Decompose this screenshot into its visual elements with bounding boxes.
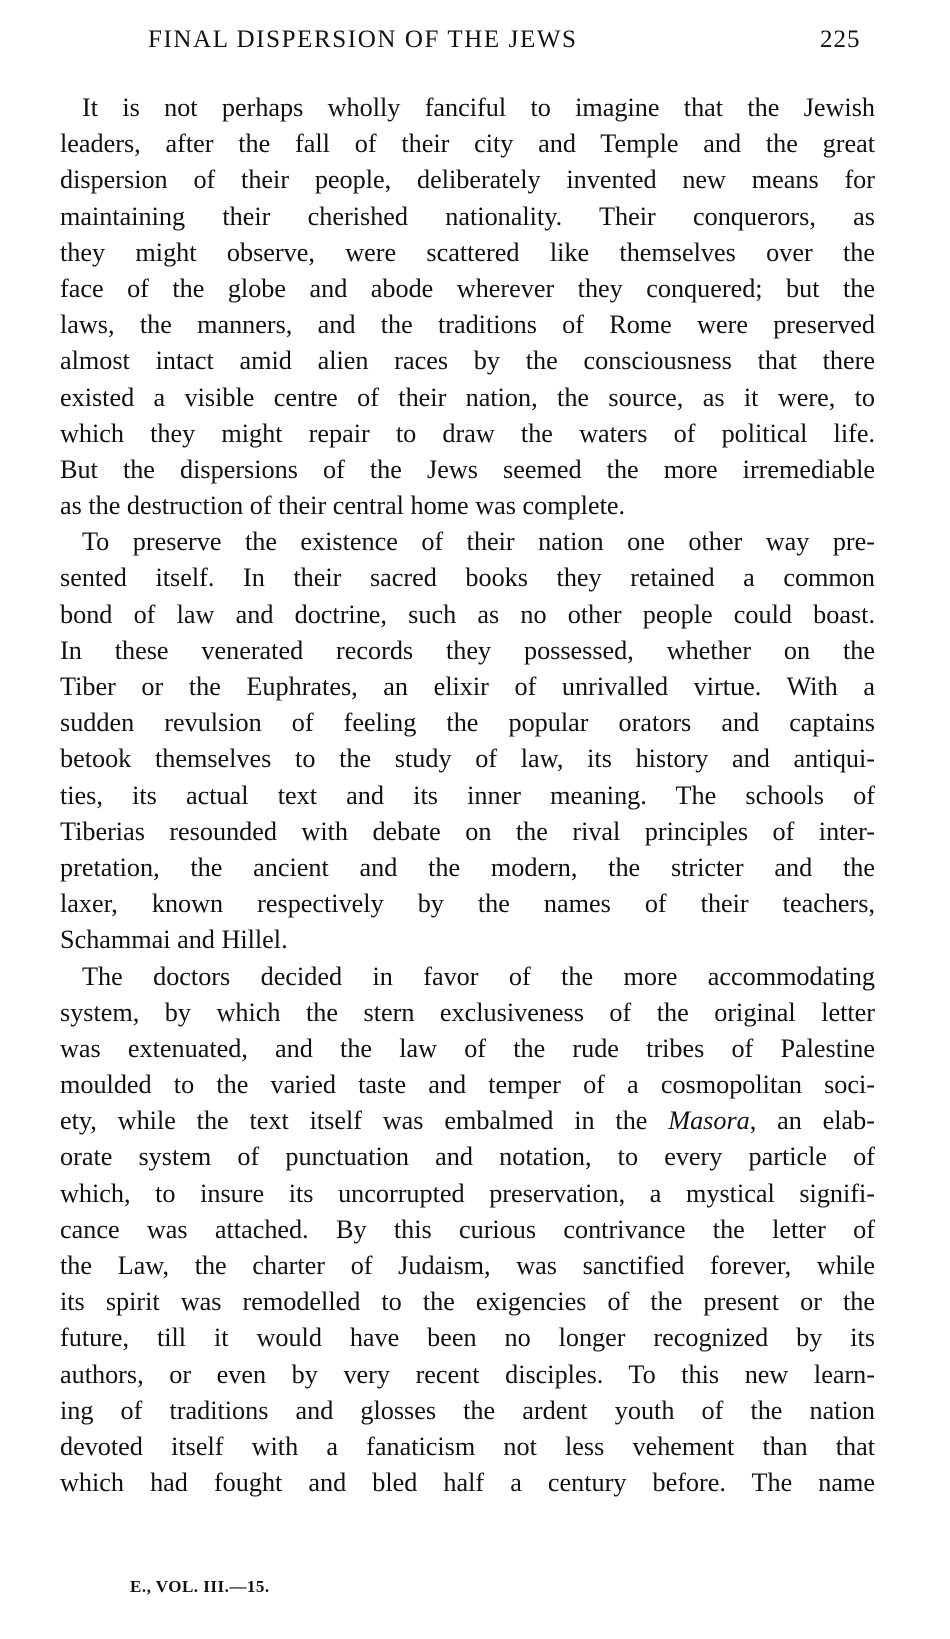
text-line: The doctors decided in favor of the more accommodating bbox=[82, 961, 875, 991]
text-line: which they might repair to draw the waters of political life. bbox=[60, 418, 875, 448]
paragraph bbox=[60, 959, 875, 1502]
text-line: laxer, known respectively by the names of their teachers, bbox=[60, 889, 875, 919]
paragraph bbox=[60, 524, 875, 958]
text-line: the Law, the charter of Judaism, was sanctified forever, while bbox=[60, 1251, 875, 1280]
text-line: dispersion of their people, deliberately invented new means for bbox=[60, 165, 875, 195]
text-line: almost intact amid alien races by the consciousness that there bbox=[60, 346, 875, 376]
signature-mark: E., VOL. III.—15. bbox=[130, 1577, 270, 1596]
italic-term: Masora bbox=[668, 1106, 750, 1136]
text-line: Tiberias resounded with debate on the rival principles of inter- bbox=[60, 816, 875, 846]
text-line: as the destruction of their central home was complete. bbox=[60, 491, 626, 521]
text-line: bond of law and doctrine, such as no other people could boast. bbox=[60, 599, 875, 629]
text-line bbox=[60, 1103, 875, 1139]
text-line: But the dispersions of the Jews seemed the more irremediable bbox=[60, 454, 875, 484]
text-line: leaders, after the fall of their city and Temple and the great bbox=[60, 129, 875, 159]
text-line: which had fought and bled half a century before. The name bbox=[60, 1468, 875, 1498]
text-line: face of the globe and abode wherever they conquered; but the bbox=[60, 273, 875, 303]
text-line: devoted itself with a fanaticism not less vehement than that bbox=[60, 1431, 875, 1461]
text-line: laws, the manners, and the traditions of Rome were preserved bbox=[60, 310, 875, 340]
text-line: future, till it would have been no longer recognized by its bbox=[60, 1323, 875, 1353]
text-line: authors, or even by very recent disciples. To this new learn- bbox=[60, 1359, 875, 1389]
running-head: FINAL DISPERSION OF THE JEWS bbox=[148, 26, 578, 53]
body-text bbox=[60, 90, 875, 1501]
text-line: ing of traditions and glosses the ardent youth of the nation bbox=[60, 1395, 875, 1425]
text-line: cance was attached. By this curious contrivance the letter of bbox=[60, 1214, 875, 1244]
text-line: which, to insure its uncorrupted preservation, a mystical signifi- bbox=[60, 1178, 875, 1208]
text-line: was extenuated, and the law of the rude tribes of Palestine bbox=[60, 1033, 875, 1063]
text-line: they might observe, were scattered like themselves over the bbox=[60, 237, 875, 267]
text-line: Schammai and Hillel. bbox=[60, 925, 288, 955]
text-line: moulded to the varied taste and temper of a cosmopolitan soci- bbox=[60, 1070, 875, 1100]
text-line: pretation, the ancient and the modern, the stricter and the bbox=[60, 852, 875, 882]
text-line: In these venerated records they possessed, whether on the bbox=[60, 635, 875, 665]
text-line: maintaining their cherished nationality. Their conquerors, as bbox=[60, 201, 875, 231]
text-line: To preserve the existence of their nation one other way pre- bbox=[82, 527, 875, 557]
text-segment: , an elab- bbox=[749, 1106, 875, 1136]
text-line: sented itself. In their sacred books they retained a common bbox=[60, 563, 875, 593]
text-line: sudden revulsion of feeling the popular orators and captains bbox=[60, 708, 875, 738]
text-line: orate system of punctuation and notation, to every particle of bbox=[60, 1142, 875, 1172]
text-line: ties, its actual text and its inner meaning. The schools of bbox=[60, 780, 875, 810]
text-line: its spirit was remodelled to the exigencies of the present or the bbox=[60, 1287, 875, 1317]
page-number: 225 bbox=[820, 26, 861, 53]
text-line: betook themselves to the study of law, its history and antiqui- bbox=[60, 744, 875, 774]
text-line: Tiber or the Euphrates, an elixir of unrivalled virtue. With a bbox=[60, 672, 875, 701]
text-line: existed a visible centre of their nation, the source, as it were, to bbox=[60, 382, 875, 412]
text-line: It is not perhaps wholly fanciful to imagine that the Jewish bbox=[82, 93, 875, 122]
text-segment: ety, while the text itself was embalmed in the bbox=[60, 1106, 669, 1136]
text-line: system, by which the stern exclusiveness of the original letter bbox=[60, 997, 875, 1027]
paragraph bbox=[60, 90, 875, 524]
